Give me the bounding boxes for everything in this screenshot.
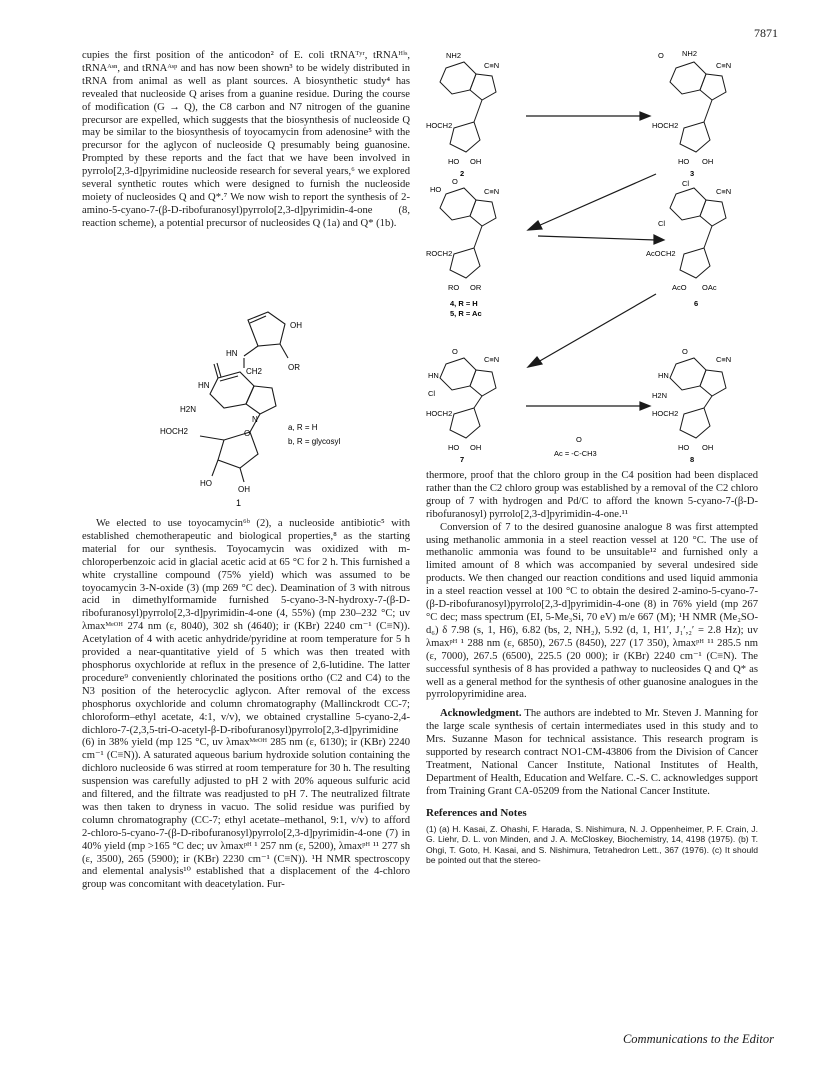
- scheme-label-7: 7: [460, 455, 465, 464]
- scheme-7-oh: OH: [470, 443, 482, 452]
- struct1-oh-label: OH: [290, 321, 302, 330]
- struct1-variant-b: b, R = glycosyl: [288, 437, 341, 446]
- scheme-6-cn: C≡N: [716, 187, 732, 196]
- scheme-label-8: 8: [690, 455, 695, 464]
- synthesis-column: [82, 518, 410, 892]
- scheme-4-ho: HO: [430, 185, 442, 194]
- scheme-6-acoch2: AcOCH2: [646, 249, 676, 258]
- references-title: References and Notes: [426, 806, 527, 819]
- struct1-number: 1: [236, 498, 242, 508]
- scheme-label-3: 3: [690, 169, 695, 178]
- footer-section: Communications to the Editor: [622, 1032, 774, 1046]
- scheme-6-cl-top: Cl: [682, 179, 690, 188]
- struct1-h2n-label: H2N: [180, 405, 197, 414]
- acknowledgment-paragraph: [426, 708, 758, 798]
- scheme-8-oh: OH: [702, 443, 714, 452]
- scheme-3-oh: OH: [702, 157, 714, 166]
- scheme-6-oac: OAc: [702, 283, 717, 292]
- scheme-2-cn: C≡N: [484, 61, 500, 70]
- intro-column: [82, 50, 410, 231]
- struct1-hn2-label: HN: [198, 381, 210, 390]
- scheme-8-cn: C≡N: [716, 355, 732, 364]
- struct1-or-label: OR: [288, 363, 300, 372]
- scheme-label-4: 4, R = H: [450, 299, 478, 308]
- scheme-3-cn: C≡N: [716, 61, 732, 70]
- scheme-2-oh: OH: [470, 157, 482, 166]
- references-text: (1) (a) H. Kasai, Z. Ohashi, F. Harada, S. Nishimura, N. J. Oppenheimer, P. F. Crain, J. G. Liehr, D. L. von Minden, and J. A. McCloskey, Biochemistry, 14, 4198 (1975). (b) T. Ohgi, T. Goto, H. Kasai, and S. Nishimura, Tetrahedron Lett., 367 (1976). (c) It should be pointed out that the stereo-: [426, 823, 758, 866]
- scheme-8-ho: HO: [678, 443, 690, 452]
- structure-1-figure: [140, 300, 370, 510]
- synthesis-paragraph: We elected to use toyocamycin⁶ᵇ (2), a nucleoside antibiotic⁵ with established chemotherapeutic and biological properties,⁸ as the starting material for our synthesis. Toyocamycin was oxidized with m-chloroperbenzoic acid in glacial acetic acid at 65 °C for 2 h. This furnished a white crystalline compound (75% yield) which was assumed to be toyocamycin 3-N-oxide (3) (mp 269 °C dec). Deamination of 3 with nitrous acid in dimethylformamide furnished 5-cyano-3-N-hydroxy-7-(β-D-ribofuranosyl)pyrrolo[2,3-d]pyrimidin-4-one (4, 55%) (mp 230–232 °C; uv λmaxᴹᵉᴼᴴ 274 nm (ε, 8040), 302 sh (4640); ir (KBr) 2240 cm⁻¹ (C≡N)). Acetylation of 4 with acetic anhydride/pyridine at room temperature for 5 h provided a near-quantitative yield of 5 which was then treated with phosphorus oxychloride at reflux in the presence of 2,6-lutidine. The latter procedure⁹ conveniently chlorinated the positions ortho (C2 and C4) to the N3 position of the heterocyclic aglycon. After removal of the excess phosphorus oxychloride and column chromatography (Mallinckrodt CC-7; chloroform–ethyl acetate, 4:1, v/v), we obtained crystalline 5-cyano-2,4-dichloro-7-(2,3,5-tri-O-acetyl-β-D-ribofuranosyl)pyrrolo[2,3-d]pyrimidine (6) in 38% yield (mp 125 °C, uv λmaxᴹᵉᴼᴴ 285 nm (ε, 6130); ir (KBr) 2240 cm⁻¹ (C≡N)). A saturated aqueous barium hydroxide solution containing the dichloro nucleoside 6 was stirred at room temperature for 30 h. The resulting suspension was carefully adjusted to pH 2 with 20% aqueous sulfuric acid and filtered, and the filtrate was readjusted to pH 7. The neutralized filtrate was then taken to dryness in vacuo. The solid residue was purified by column chromatography (CC-7; ethyl acetate–methanol, 9:1, v/v) to afford 2-chloro-5-cyano-7-(β-D-ribofuranosyl)pyrrolo[2,3-d]pyrimidin-4-one (7) in 40% yield (mp >165 °C dec; uv λmaxᵖᴴ ¹ 257 nm (ε, 5200), λmaxᵖᴴ ¹¹ 277 sh (ε, 3500), 265 (5900); ir (KBr) 2230 cm⁻¹ (C≡N)). ¹H NMR spectroscopy and elemental analysis¹⁰ established that a displacement of the 4-chloro group was concomitant with deacetylation. Fur-: [82, 518, 410, 891]
- reaction-scheme: [426, 44, 766, 464]
- scheme-4-cn: C≡N: [484, 187, 500, 196]
- scheme-6-cl-side: Cl: [658, 219, 666, 228]
- scheme-2-ho: HO: [448, 157, 460, 166]
- scheme-7-cl: Cl: [428, 389, 436, 398]
- scheme-3-hoch2: HOCH2: [652, 121, 679, 130]
- scheme-label-6: 6: [694, 299, 699, 308]
- scheme-8-o: O: [682, 347, 688, 356]
- struct1-hn-label: HN: [226, 349, 238, 358]
- scheme-label-5: 5, R = Ac: [450, 309, 482, 318]
- scheme-7-ho: HO: [448, 443, 460, 452]
- struct1-variant-a: a, R = H: [288, 423, 318, 432]
- struct1-oh2-label: OH: [238, 485, 250, 494]
- scheme-8-h2n: H2N: [652, 391, 668, 400]
- scheme-6-aco: AcO: [672, 283, 687, 292]
- intro-paragraph: cupies the first position of the anticodon² of E. coli tRNAᵀʸʳ, tRNAᴴⁱˢ, tRNAᴬˢⁿ, and tRNAᴬˢᵖ and has now been shown³ to be widely distributed in tRNA from animal as well as plant sources. A biosynthetic study⁴ has revealed that nucleoside Q arises from a guanine residue. During the course of modification (G → Q), the C8 carbon and N7 nitrogen of the guanine precursor are expelled, which suggests that the biosynthesis of nucleoside Q may be similar to the biosynthesis of toyocamycin from adenosine⁵ with the precursor for the aglycon of nucleoside Q presumably being guanosine. Prompted by these reports and the fact that we have been involved in pyrrolo[2,3-d]pyrimidine nucleoside research for several years,⁶ we explored several synthetic routes which were designed to furnish the nucleoside moiety of nucleosides Q and Q*.⁷ We now wish to report the synthesis of 2-amino-5-cyano-7-(β-D-ribofuranosyl)pyrrolo[2,3-d]pyrimidin-4-one (8, reaction scheme), a potential precursor of nucleosides Q (1a) and Q* (1b).: [82, 50, 410, 229]
- struct1-ho-label: HO: [200, 479, 212, 488]
- scheme-3-ho: HO: [678, 157, 690, 166]
- acknowledgment-text: The authors are indebted to Mr. Steven J. Manning for the large scale synthesis of certain intermediates used in this study and to Mrs. Suzanne Mason for technical assistance. This research program is supported by research contract NO1-CM-43806 from the Division of Cancer Treatment, National Cancer Institute, National Institutes of Health, Department of Health, Education and Welfare. C.-S. C. acknowledges support from Training Grant CA-05209 from the National Cancer Institute.: [426, 708, 758, 797]
- scheme-8-hoch2: HOCH2: [652, 409, 679, 418]
- scheme-4-o: O: [452, 177, 458, 186]
- scheme-ac-def: Ac = -C-CH3: [554, 449, 597, 458]
- struct1-ch2-label: CH2: [246, 367, 263, 376]
- scheme-4-or: OR: [470, 283, 482, 292]
- scheme-2-hoch2: HOCH2: [426, 121, 453, 130]
- scheme-4-roch2: ROCH2: [426, 249, 453, 258]
- scheme-label-2: 2: [460, 169, 465, 178]
- continuation-paragraph: thermore, proof that the chloro group in the C4 position had been displaced rather than the C2 chloro group was established by a removal of the C2 chloro group of 7 with hydrogen and Pd/C to afford the known 5-cyano-7-(β-D-ribofuranosyl) pyrrolo[2,3-d]pyrimidin-4-one.¹¹: [426, 470, 758, 520]
- acknowledgment-label: Acknowledgment.: [440, 708, 522, 720]
- scheme-7-o: O: [452, 347, 458, 356]
- scheme-7-hoch2: HOCH2: [426, 409, 453, 418]
- scheme-2-nh2: NH2: [446, 51, 462, 60]
- struct1-n-label: N: [252, 415, 258, 424]
- conversion-paragraph: Conversion of 7 to the desired guanosine analogue 8 was first attempted using methanolic ammonia in a steel reaction vessel at 120 °C. The use of methanolic ammonia was found to be unsuitable¹² and furnished only a limited amount of 8 which was accompanied by several undesired side products. We then changed our reaction conditions and used liquid ammonia in a steel reaction vessel at 100 °C to obtain the desired 2-amino-5-cyano-7-(β-D-ribofuranosyl)pyrrolo[2,3-d]pyrimidin-4-one (8) in 76% yield (mp 267 °C dec; mass spectrum (EI, 5-Me₃Si, 70 eV) m/e 667 (M); ¹H NMR (Me₂SO-d₆) δ 7.98 (s, 1, H6), 6.82 (bs, 2, NH₂), 5.92 (d, 1, H1′, J₁′,₂′ = 2.8 Hz); uv λmaxᵖᴴ ¹ 288 nm (ε, 6850), 267.5 (8450), 227 (17 350), λmaxᵖᴴ ¹¹ 285.5 nm (ε, 7000), 267.5 (6500), 225.5 (20 000); ir (KBr) 2240 cm⁻¹ (C≡N). The successful synthesis of 8 has provided a pathway to nucleosides Q and Q* as well as a general method for the synthesis of other guanosine analogues in the pyrrolopyrimidine area.: [426, 521, 758, 701]
- scheme-3-o: O: [658, 51, 664, 60]
- struct1-hoch2-label: HOCH2: [160, 427, 189, 436]
- right-column: [426, 470, 758, 866]
- scheme-8-hn: HN: [658, 371, 669, 380]
- scheme-ac-o: O: [576, 435, 582, 444]
- page-number: 7871: [754, 26, 778, 40]
- scheme-7-hn: HN: [428, 371, 439, 380]
- scheme-7-cn: C≡N: [484, 355, 500, 364]
- scheme-4-ro: RO: [448, 283, 460, 292]
- struct1-o-label: O: [244, 429, 251, 438]
- scheme-3-nh2: NH2: [682, 49, 698, 58]
